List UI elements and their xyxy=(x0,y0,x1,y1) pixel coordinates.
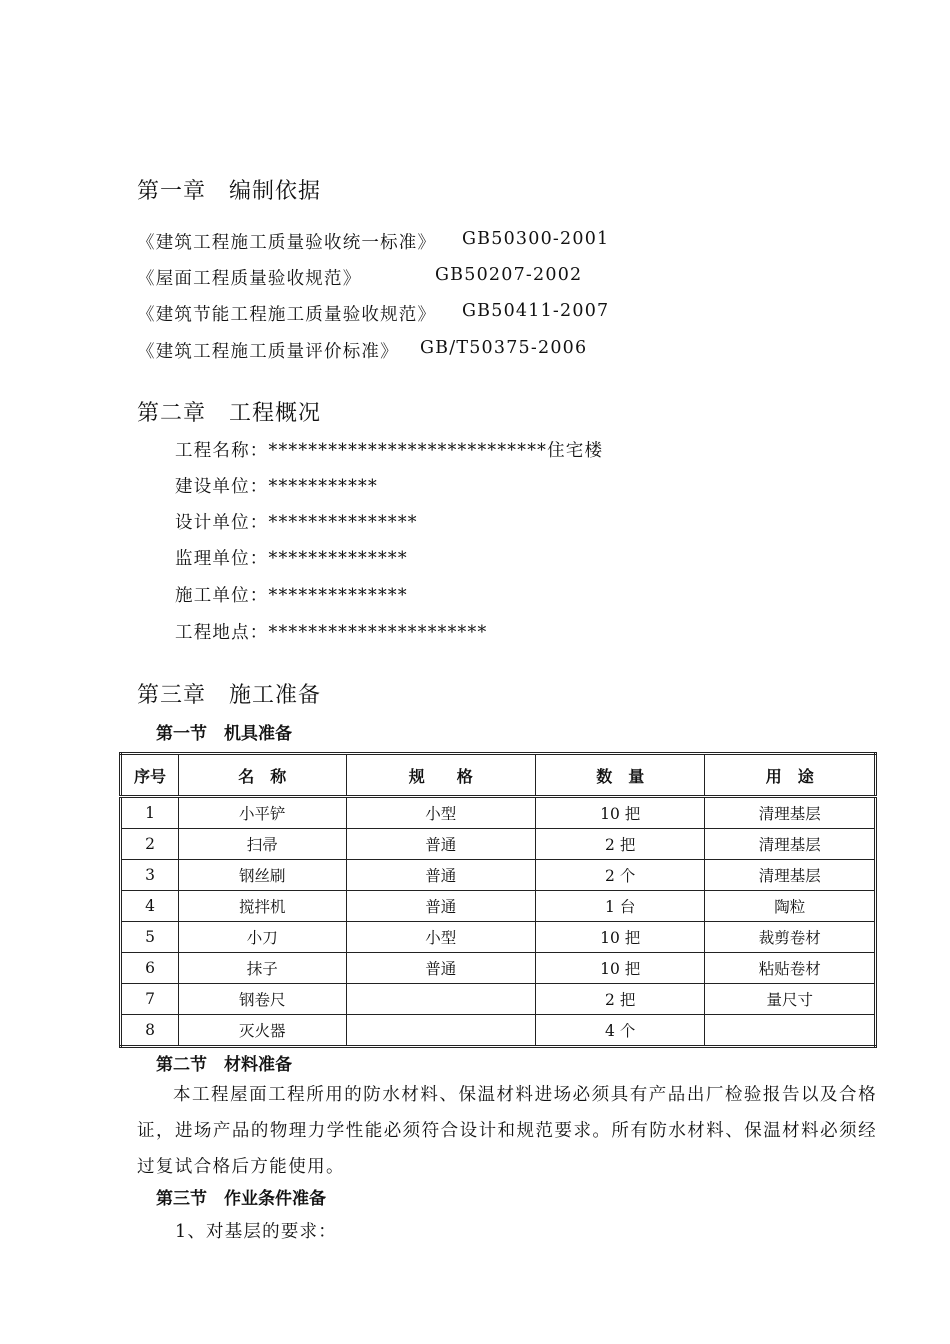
supervision-unit: 监理单位：************** xyxy=(175,549,408,569)
header-index: 序号 xyxy=(121,754,179,797)
chapter-3-title: 第三章 施工准备 xyxy=(137,683,322,708)
cell-index: 6 xyxy=(121,953,179,984)
header-name: 名 称 xyxy=(179,754,347,797)
cell-index: 4 xyxy=(121,891,179,922)
cell-spec: 小型 xyxy=(346,922,535,953)
tools-table xyxy=(119,752,877,1048)
cell-usage: 清理基层 xyxy=(705,860,876,891)
cell-usage: 清理基层 xyxy=(705,797,876,829)
reference-1-code: GB50300-2001 xyxy=(462,229,610,249)
reference-1-name: 《建筑工程施工质量验收统一标准》 xyxy=(137,233,437,253)
cell-usage: 裁剪卷材 xyxy=(705,922,876,953)
cell-spec: 普通 xyxy=(346,860,535,891)
cell-name: 钢丝刷 xyxy=(179,860,347,891)
reference-2-name: 《屋面工程质量验收规范》 xyxy=(137,269,362,289)
cell-index: 5 xyxy=(121,922,179,953)
chapter-1-title: 第一章 编制依据 xyxy=(137,179,322,204)
cell-name: 灭火器 xyxy=(179,1015,347,1047)
table-row xyxy=(121,1015,876,1047)
design-unit: 设计单位：*************** xyxy=(175,513,418,533)
cell-spec xyxy=(346,1015,535,1047)
header-usage: 用 途 xyxy=(705,754,876,797)
table-row xyxy=(121,860,876,891)
cell-spec: 小型 xyxy=(346,797,535,829)
cell-quantity: 2 把 xyxy=(535,829,705,860)
reference-3-name: 《建筑节能工程施工质量验收规范》 xyxy=(137,305,437,325)
table-row xyxy=(121,922,876,953)
section-1-title: 第一节 机具准备 xyxy=(156,724,292,744)
cell-name: 钢卷尺 xyxy=(179,984,347,1015)
cell-quantity: 1 台 xyxy=(535,891,705,922)
cell-name: 小平铲 xyxy=(179,797,347,829)
cell-quantity: 10 把 xyxy=(535,922,705,953)
cell-name: 扫帚 xyxy=(179,829,347,860)
cell-usage xyxy=(705,1015,876,1047)
section-2-title: 第二节 材料准备 xyxy=(156,1055,292,1075)
cell-name: 抹子 xyxy=(179,953,347,984)
cell-index: 7 xyxy=(121,984,179,1015)
table-header-row xyxy=(121,754,876,797)
cell-spec: 普通 xyxy=(346,829,535,860)
table-row xyxy=(121,797,876,829)
cell-quantity: 10 把 xyxy=(535,797,705,829)
materials-paragraph: 本工程屋面工程所用的防水材料、保温材料进场必须具有产品出厂检验报告以及合格证，进场产品的物理力学性能必须符合设计和规范要求。所有防水材料、保温材料必须经过复试合格后方能使用。 xyxy=(137,1085,877,1177)
chapter-2-title: 第二章 工程概况 xyxy=(137,401,322,426)
cell-quantity: 2 把 xyxy=(535,984,705,1015)
cell-index: 1 xyxy=(121,797,179,829)
table-row xyxy=(121,829,876,860)
cell-usage: 量尺寸 xyxy=(705,984,876,1015)
table-row xyxy=(121,953,876,984)
cell-index: 8 xyxy=(121,1015,179,1047)
cell-usage: 粘贴卷材 xyxy=(705,953,876,984)
cell-spec: 普通 xyxy=(346,953,535,984)
cell-name: 搅拌机 xyxy=(179,891,347,922)
cell-index: 3 xyxy=(121,860,179,891)
cell-quantity: 10 把 xyxy=(535,953,705,984)
project-location: 工程地点：********************** xyxy=(175,623,488,643)
construction-unit: 建设单位：*********** xyxy=(175,477,378,497)
cell-spec: 普通 xyxy=(346,891,535,922)
cell-spec xyxy=(346,984,535,1015)
table-row xyxy=(121,891,876,922)
table-row xyxy=(121,984,876,1015)
base-requirement-item: 1、对基层的要求： xyxy=(175,1222,337,1242)
contractor-unit: 施工单位：************** xyxy=(175,586,408,606)
cell-quantity: 2 个 xyxy=(535,860,705,891)
cell-name: 小刀 xyxy=(179,922,347,953)
cell-usage: 清理基层 xyxy=(705,829,876,860)
project-name: 工程名称：****************************住宅楼 xyxy=(175,441,604,461)
header-quantity: 数 量 xyxy=(535,754,705,797)
reference-3-code: GB50411-2007 xyxy=(462,301,610,321)
header-spec: 规 格 xyxy=(346,754,535,797)
reference-2-code: GB50207-2002 xyxy=(435,265,583,285)
reference-4-name: 《建筑工程施工质量评价标准》 xyxy=(137,342,399,362)
section-3-title: 第三节 作业条件准备 xyxy=(156,1189,326,1209)
cell-usage: 陶粒 xyxy=(705,891,876,922)
cell-index: 2 xyxy=(121,829,179,860)
reference-4-code: GB/T50375-2006 xyxy=(420,338,588,358)
cell-quantity: 4 个 xyxy=(535,1015,705,1047)
